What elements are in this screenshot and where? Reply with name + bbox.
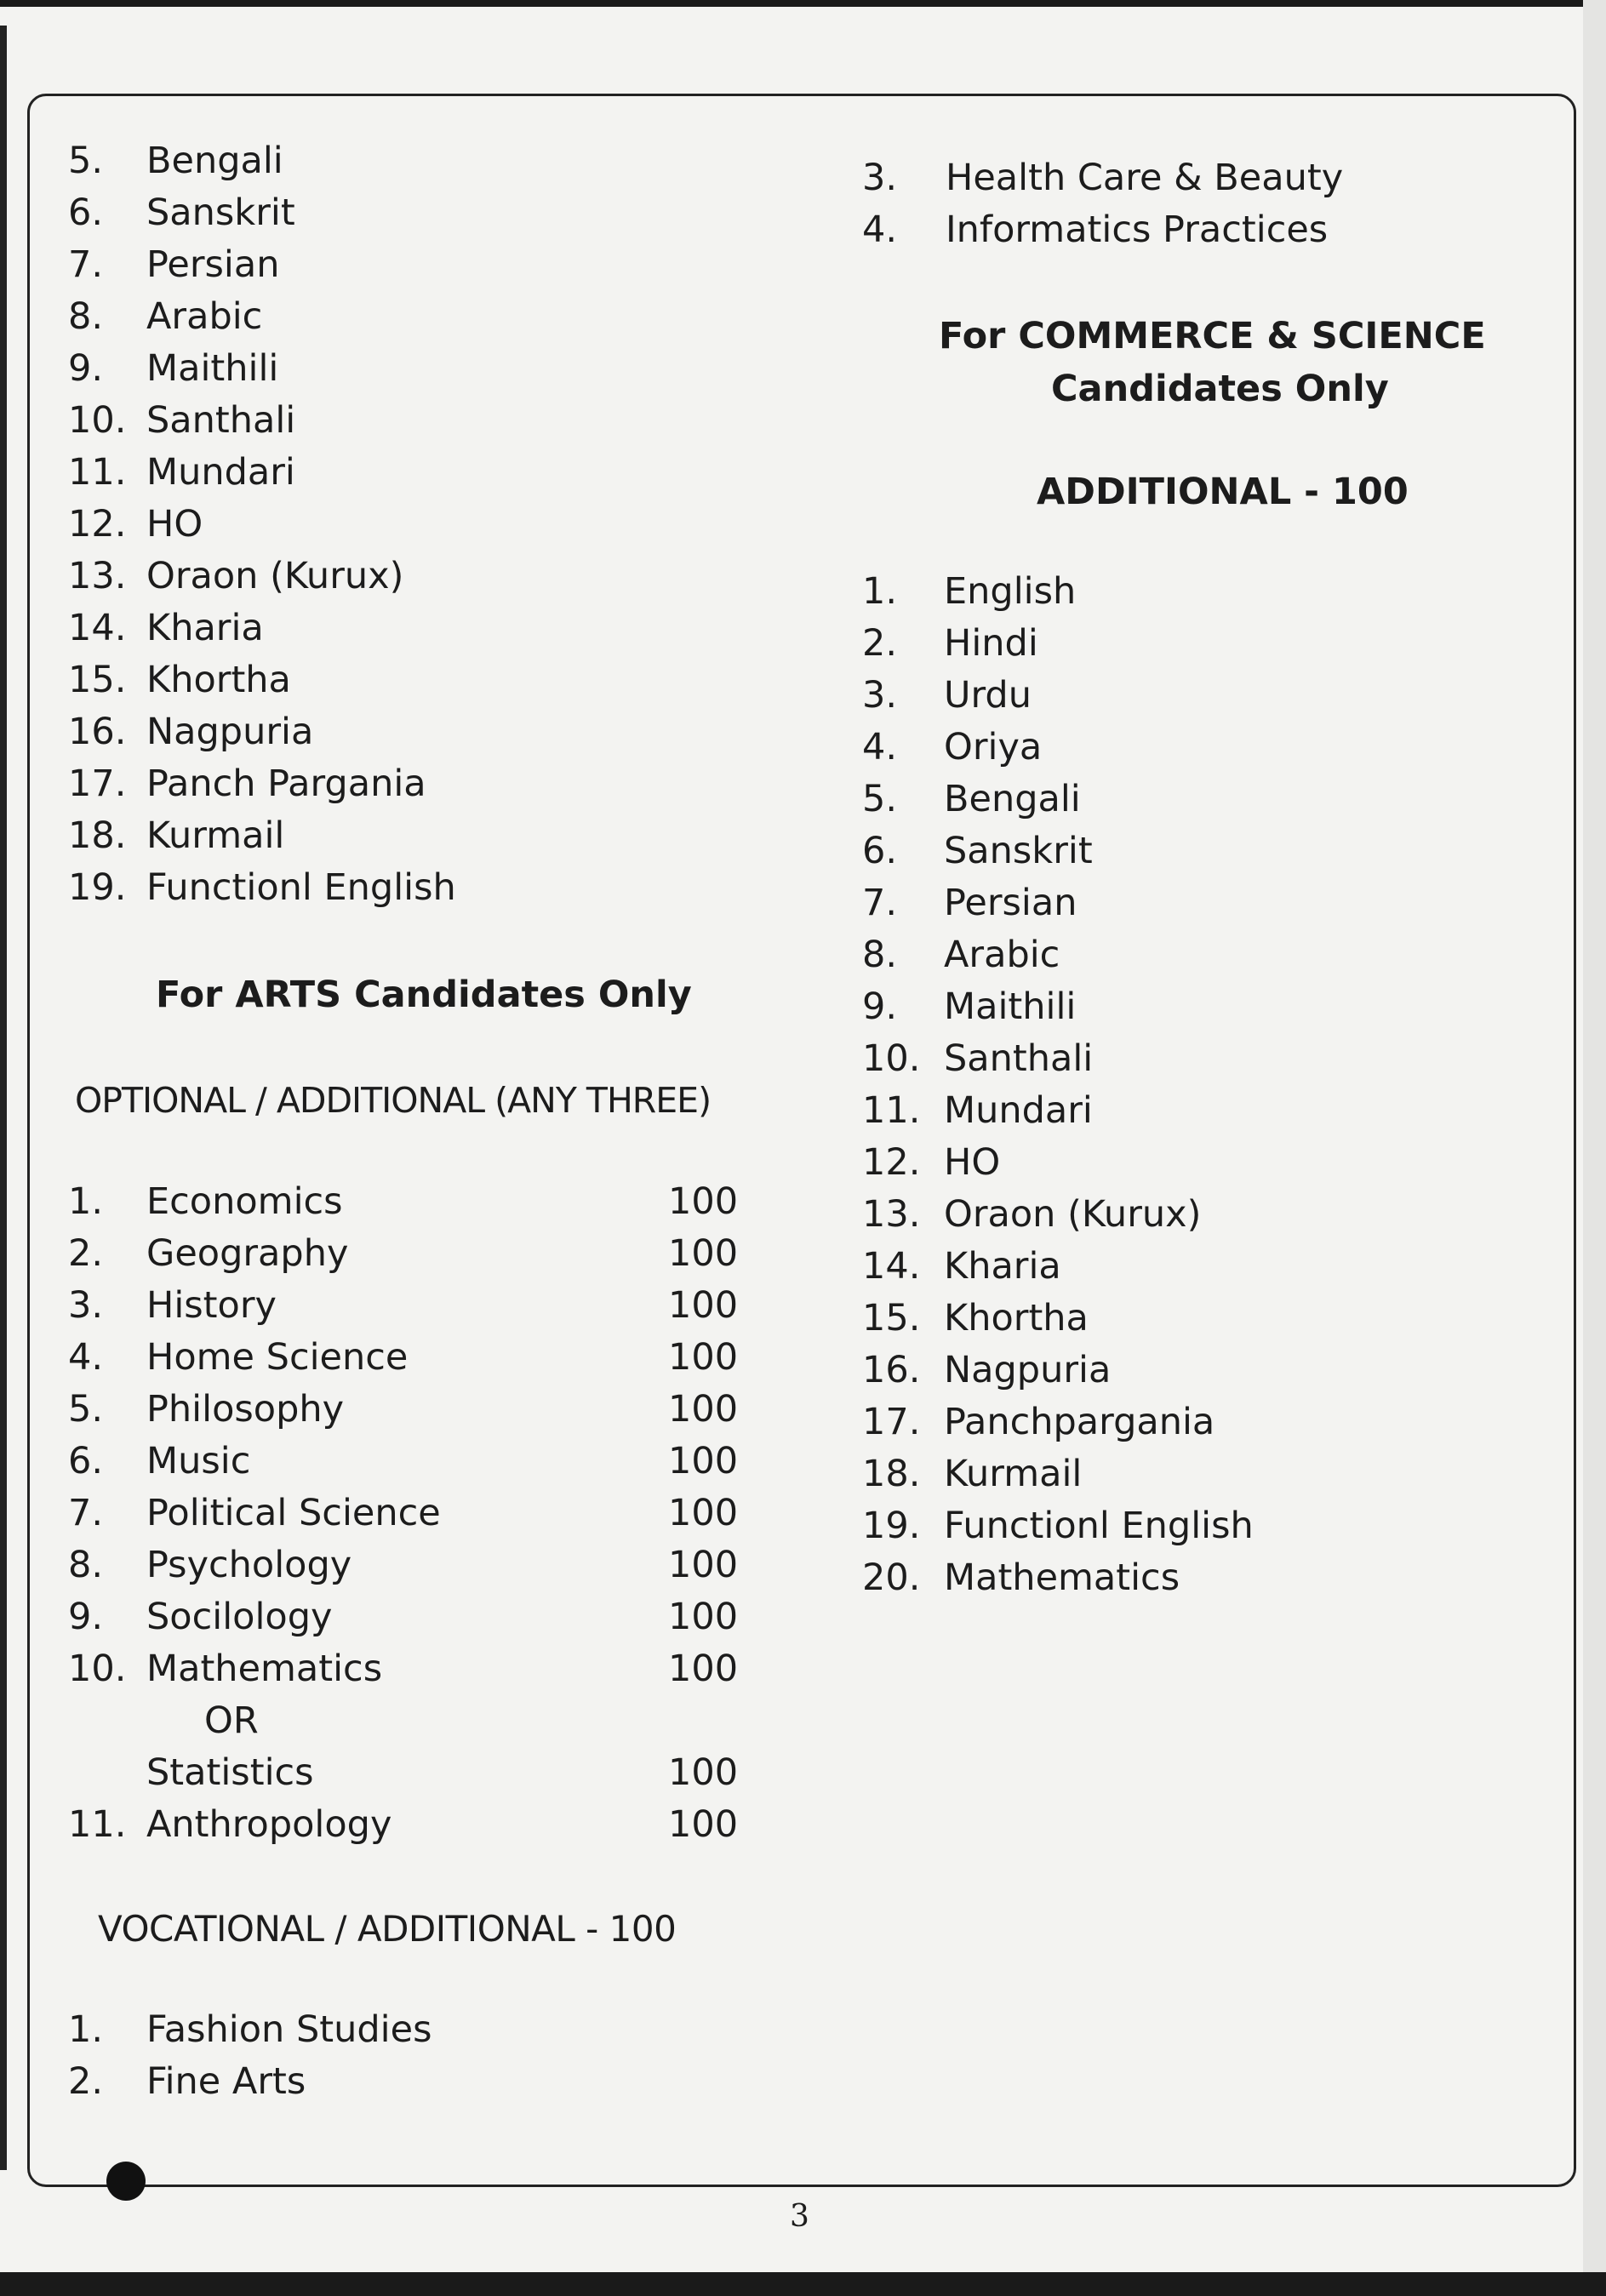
page-number: 3 <box>790 2199 809 2234</box>
arts-heading: For ARTS Candidates Only <box>156 974 692 1016</box>
additional-heading: ADDITIONAL - 100 <box>1037 471 1409 513</box>
scan-edge-top <box>0 0 1606 7</box>
vocational-heading: VOCATIONAL / ADDITIONAL - 100 <box>98 1908 677 1950</box>
commerce-science-heading-line2: Candidates Only <box>1051 368 1389 410</box>
scan-edge-bottom <box>0 2272 1606 2296</box>
scan-edge-left <box>0 26 7 2170</box>
optional-heading: OPTIONAL / ADDITIONAL (ANY THREE) <box>75 1080 712 1121</box>
ink-blot <box>106 2162 146 2201</box>
commerce-science-heading: For COMMERCE & SCIENCE <box>939 315 1486 357</box>
scan-edge-right <box>1583 0 1606 2296</box>
